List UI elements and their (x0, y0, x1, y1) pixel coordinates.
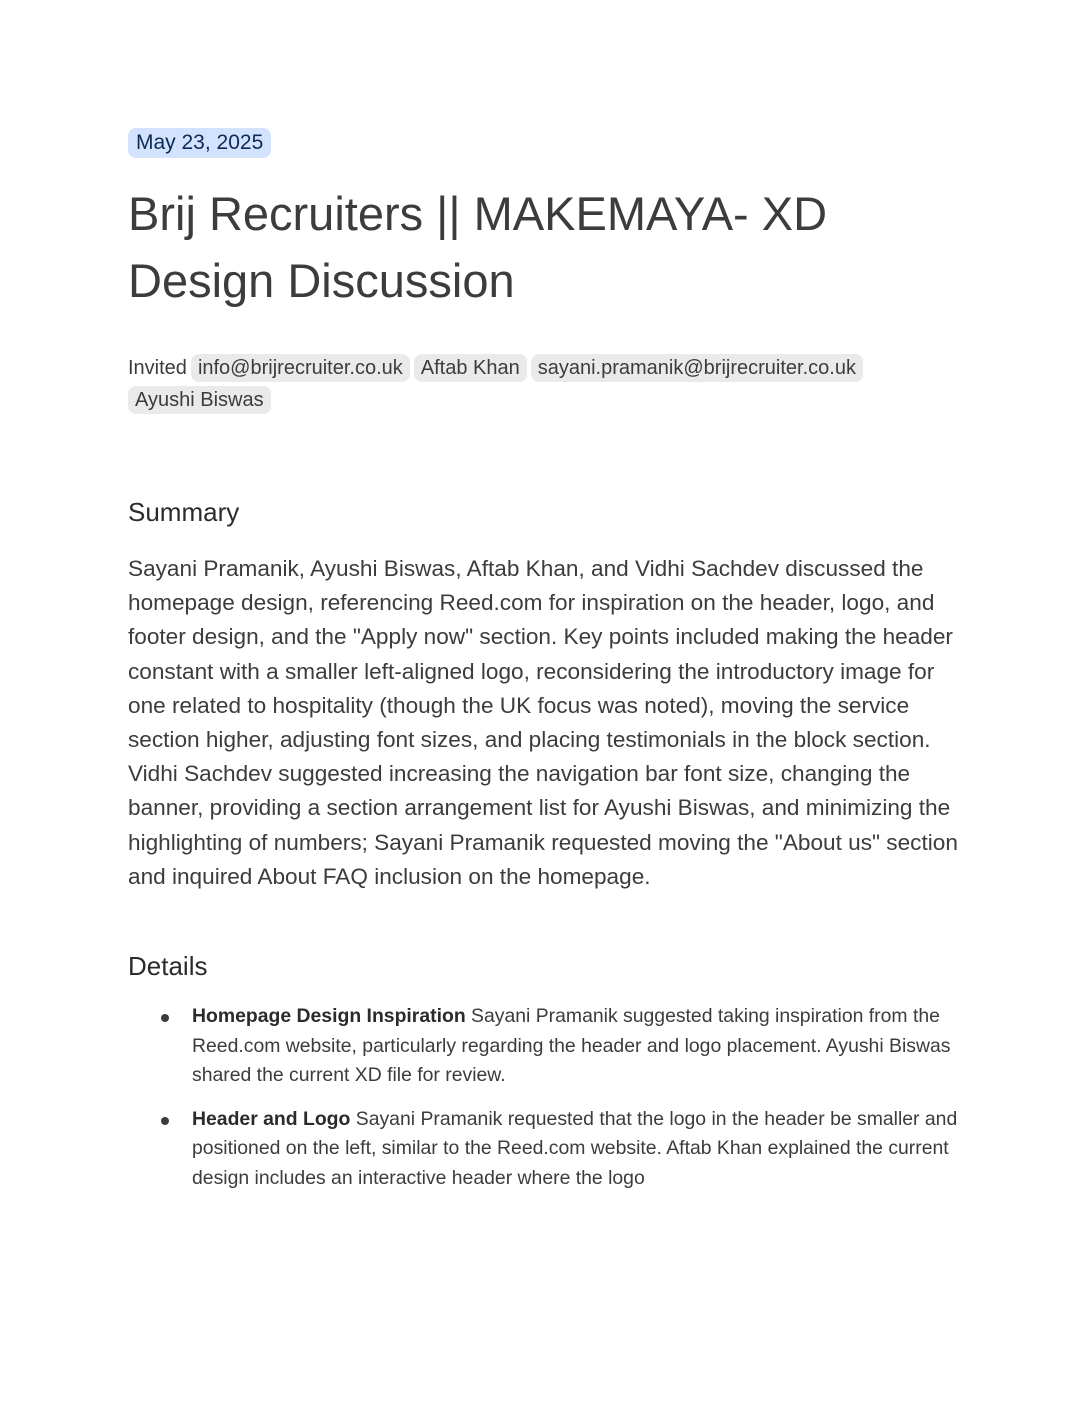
invitee-chip[interactable]: info@brijrecruiter.co.uk (191, 354, 410, 382)
invitee-chip[interactable]: sayani.pramanik@brijrecruiter.co.uk (531, 354, 863, 382)
list-item (128, 1105, 960, 1194)
page-title: Brij Recruiters || MAKEMAYA- XD Design Discussion (128, 187, 828, 307)
detail-item-text: Sayani Pramanik requested that the logo in the header be smaller and positioned on the left, similar to the Reed.com website. Aftab Khan explained the current design includes an interactive header where the logo (192, 1107, 958, 1189)
date-chip[interactable]: May 23, 2025 (128, 128, 271, 158)
invited-row (128, 352, 960, 416)
summary-text: Sayani Pramanik, Ayushi Biswas, Aftab Khan, and Vidhi Sachdev discussed the homepage design, referencing Reed.com for inspiration on the header, logo, and footer design, and the "Apply now" section. Key points included making the header constant with a smaller left-aligned logo, reconsidering the introductory image for one related to hospitality (though the UK focus was noted), moving the service section higher, adjusting font sizes, and placing testimonials in the block section. Vidhi Sachdev suggested increasing the navigation bar font size, changing the banner, providing a section arrangement list for Ayushi Biswas, and minimizing the highlighting of numbers; Sayani Pramanik requested moving the "About us" section and inquired About FAQ inclusion on the homepage. (128, 556, 958, 889)
detail-item-title: Header and Logo (192, 1107, 351, 1130)
invitee-chip[interactable]: Aftab Khan (414, 354, 527, 382)
detail-item-title: Homepage Design Inspiration (192, 1005, 466, 1028)
bullet-icon (161, 1014, 169, 1022)
document-page (128, 128, 960, 1208)
invited-label: Invited (128, 357, 187, 379)
list-item (128, 1002, 960, 1091)
detail-item-text: Sayani Pramanik suggested taking inspiration from the Reed.com website, particularly regarding the header and logo placement. Ayushi Biswas shared the current XD file for review. (192, 1005, 951, 1087)
bullet-icon (161, 1117, 169, 1125)
details-heading: Details (128, 951, 208, 982)
details-list (128, 1002, 960, 1194)
invitee-chip[interactable]: Ayushi Biswas (128, 386, 271, 414)
summary-heading: Summary (128, 497, 240, 527)
